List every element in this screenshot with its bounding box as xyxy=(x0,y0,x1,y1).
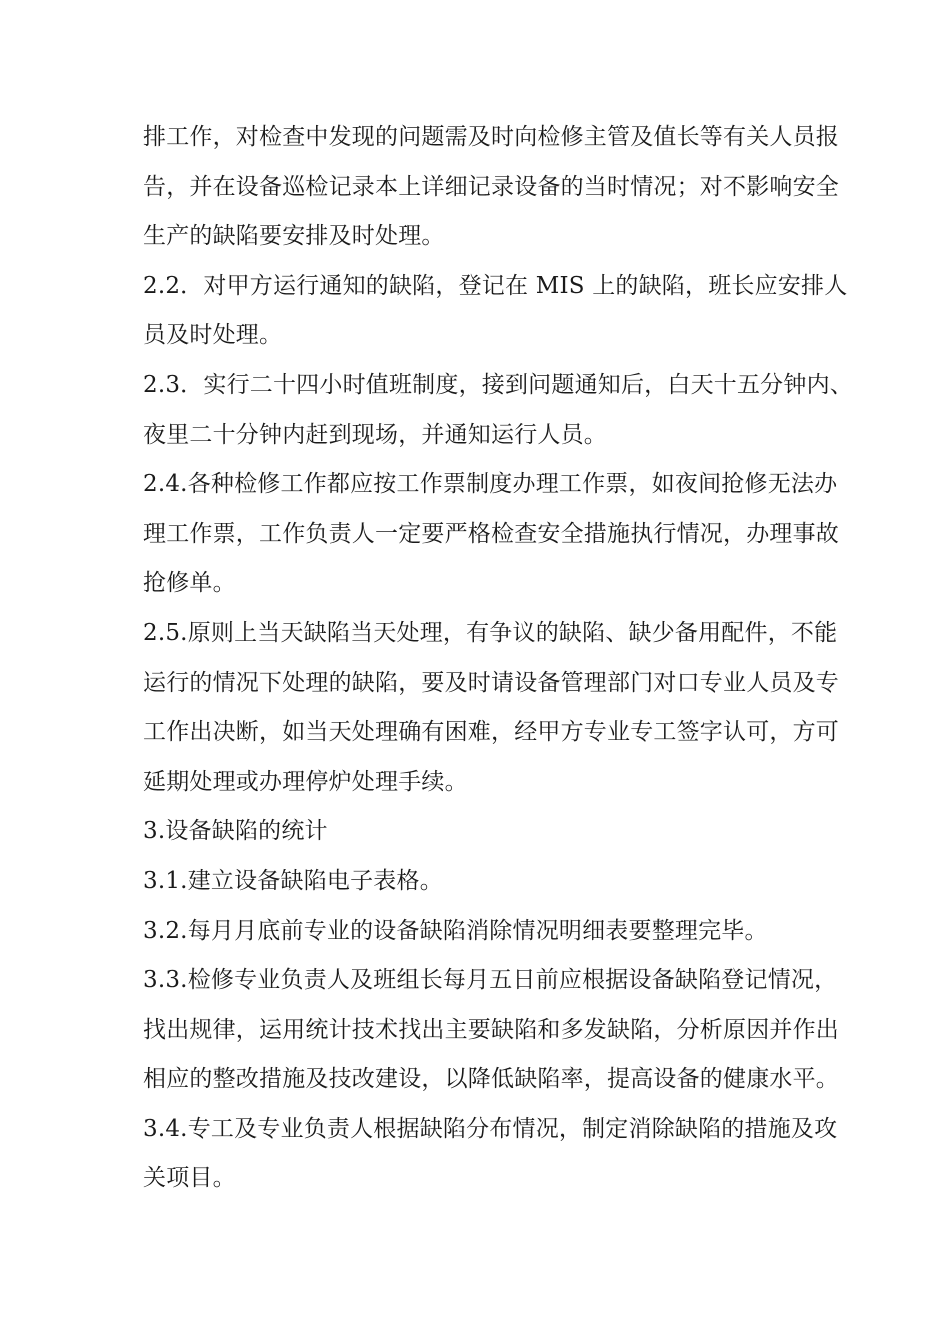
text-line: 3.1.建立设备缺陷电子表格。 xyxy=(143,867,443,894)
text-line: 3.4.专工及专业负责人根据缺陷分布情况，制定消除缺陷的措施及攻 xyxy=(143,1115,838,1142)
text-line: 理工作票，工作负责人一定要严格检查安全措施执行情况，办理事故 xyxy=(143,520,839,547)
text-line: 排工作，对检查中发现的问题需及时向检修主管及值长等有关人员报 xyxy=(143,124,839,150)
text-line: 延期处理或办理停炉处理手续。 xyxy=(143,768,468,795)
text-line: 工作出决断，如当天处理确有困难，经甲方专业专工签字认可，方可 xyxy=(143,719,839,746)
text-line: 抢修单。 xyxy=(143,570,236,597)
text-line: 2.5.原则上当天缺陷当天处理，有争议的缺陷、缺少备用配件，不能 xyxy=(143,619,838,646)
section-heading: 3.设备缺陷的统计 xyxy=(143,818,328,845)
text-line: 2.2．对甲方运行通知的缺陷，登记在 MIS 上的缺陷，班长应安排人 xyxy=(143,272,848,299)
text-line: 3.3.检修专业负责人及班组长每月五日前应根据设备缺陷登记情况， xyxy=(143,967,838,994)
text-line: 运行的情况下处理的缺陷，要及时请设备管理部门对口专业人员及专 xyxy=(143,669,839,696)
text-line: 生产的缺陷要安排及时处理。 xyxy=(143,223,445,250)
text-line: 3.2.每月月底前专业的设备缺陷消除情况明细表要整理完毕。 xyxy=(143,917,768,944)
text-line: 相应的整改措施及技改建设，以降低缺陷率，提高设备的健康水平。 xyxy=(143,1066,839,1093)
text-line: 2.3．实行二十四小时值班制度，接到问题通知后，白天十五分钟内、 xyxy=(143,371,853,398)
document-body xyxy=(143,113,853,1204)
text-line: 员及时处理。 xyxy=(143,322,283,349)
text-line: 关项目。 xyxy=(143,1165,236,1192)
text-line: 2.4.各种检修工作都应按工作票制度办理工作票，如夜间抢修无法办 xyxy=(143,471,838,498)
text-line: 找出规律，运用统计技术找出主要缺陷和多发缺陷，分析原因并作出 xyxy=(143,1016,839,1043)
text-line: 告，并在设备巡检记录本上详细记录设备的当时情况；对不影响安全 xyxy=(143,173,839,200)
text-line: 夜里二十分钟内赶到现场，并通知运行人员。 xyxy=(143,421,607,448)
